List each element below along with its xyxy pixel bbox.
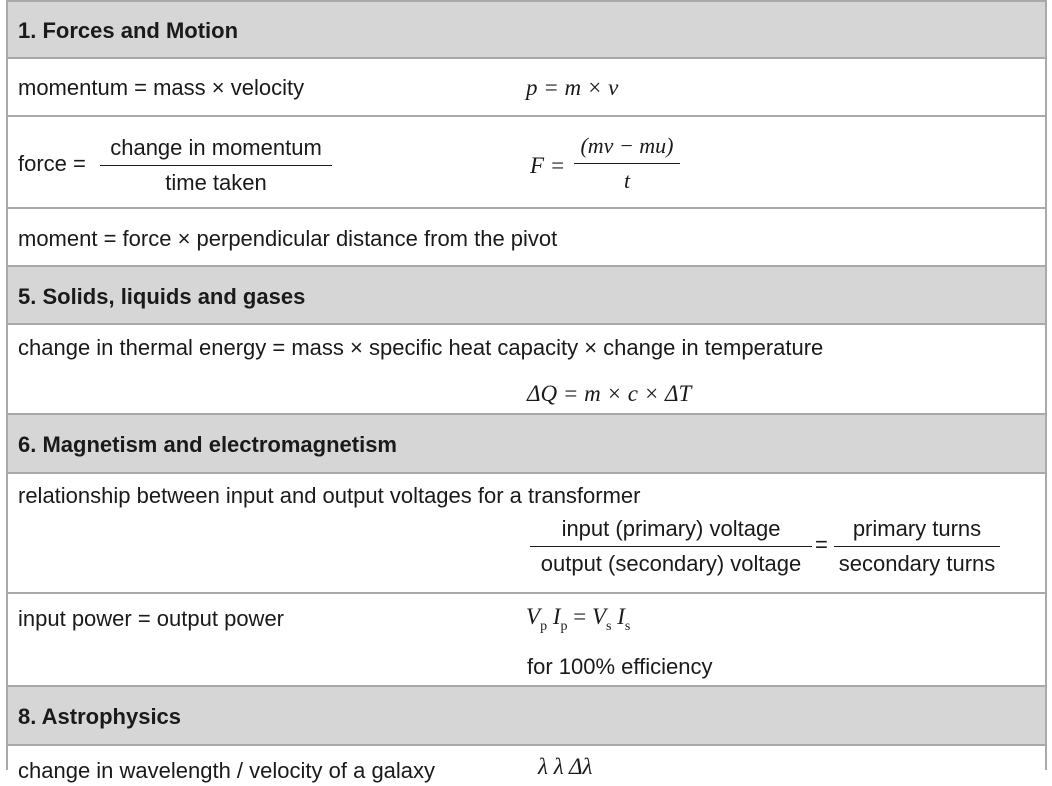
fraction-numerator: change in momentum (110, 135, 322, 160)
row-moment (8, 209, 1045, 267)
force-fraction (100, 135, 332, 196)
section-title: 6. Magnetism and electromagnetism (18, 432, 397, 457)
efficiency-text: for 100% efficiency (527, 654, 713, 679)
fraction-denominator: time taken (165, 170, 267, 195)
thermal-text: change in thermal energy = mass × specific heat capacity × change in temperature (18, 335, 824, 360)
section-header-solids (8, 267, 1045, 325)
row-force (8, 117, 1045, 209)
fraction-bar (100, 165, 332, 166)
force-equation-lhs: F = (530, 153, 566, 178)
fraction-numerator: (mv − mu) (580, 133, 674, 158)
moment-text: moment = force × perpendicular distance from the pivot (18, 226, 558, 251)
fraction-denominator: output (secondary) voltage (540, 551, 802, 576)
momentum-text: momentum = mass × velocity (18, 75, 305, 100)
section-header-astrophysics (8, 687, 1045, 746)
momentum-equation: p = m × v (526, 75, 619, 100)
power-text: input power = output power (18, 606, 285, 631)
power-equation: $V_p$ $I_p = V_s$ $I_s$ (526, 604, 631, 634)
force-equation-fraction (574, 133, 680, 194)
row-power (8, 594, 1045, 687)
fraction-denominator: t (623, 168, 631, 193)
turns-fraction (834, 516, 1000, 577)
fraction-bar (530, 546, 812, 547)
thermal-equation: ΔQ = m × c × ΔT (527, 381, 692, 406)
equation-sheet (6, 0, 1047, 783)
row-momentum (8, 59, 1045, 117)
astro-partial-text: change in wavelength / velocity of a galaxy (18, 758, 436, 783)
row-transformer (8, 474, 1045, 594)
astro-partial-equation: λ λ Δλ (538, 754, 593, 779)
fraction-denominator: secondary turns (838, 551, 996, 576)
equals-sign: = (815, 532, 828, 557)
transformer-text: relationship between input and output voltages for a transformer (18, 483, 641, 508)
section-title: 8. Astrophysics (18, 704, 182, 729)
voltage-fraction (530, 516, 812, 577)
fraction-numerator: primary turns (852, 516, 982, 541)
row-thermal-energy (8, 325, 1045, 415)
section-title: 1. Forces and Motion (18, 18, 239, 43)
section-header-forces (8, 0, 1045, 59)
fraction-bar (574, 163, 680, 164)
row-astro-partial (8, 746, 1045, 786)
fraction-numerator: input (primary) voltage (561, 516, 781, 541)
section-title: 5. Solids, liquids and gases (18, 284, 306, 309)
force-prefix: force = (18, 151, 86, 176)
fraction-bar (834, 546, 1000, 547)
section-header-magnetism (8, 415, 1045, 474)
